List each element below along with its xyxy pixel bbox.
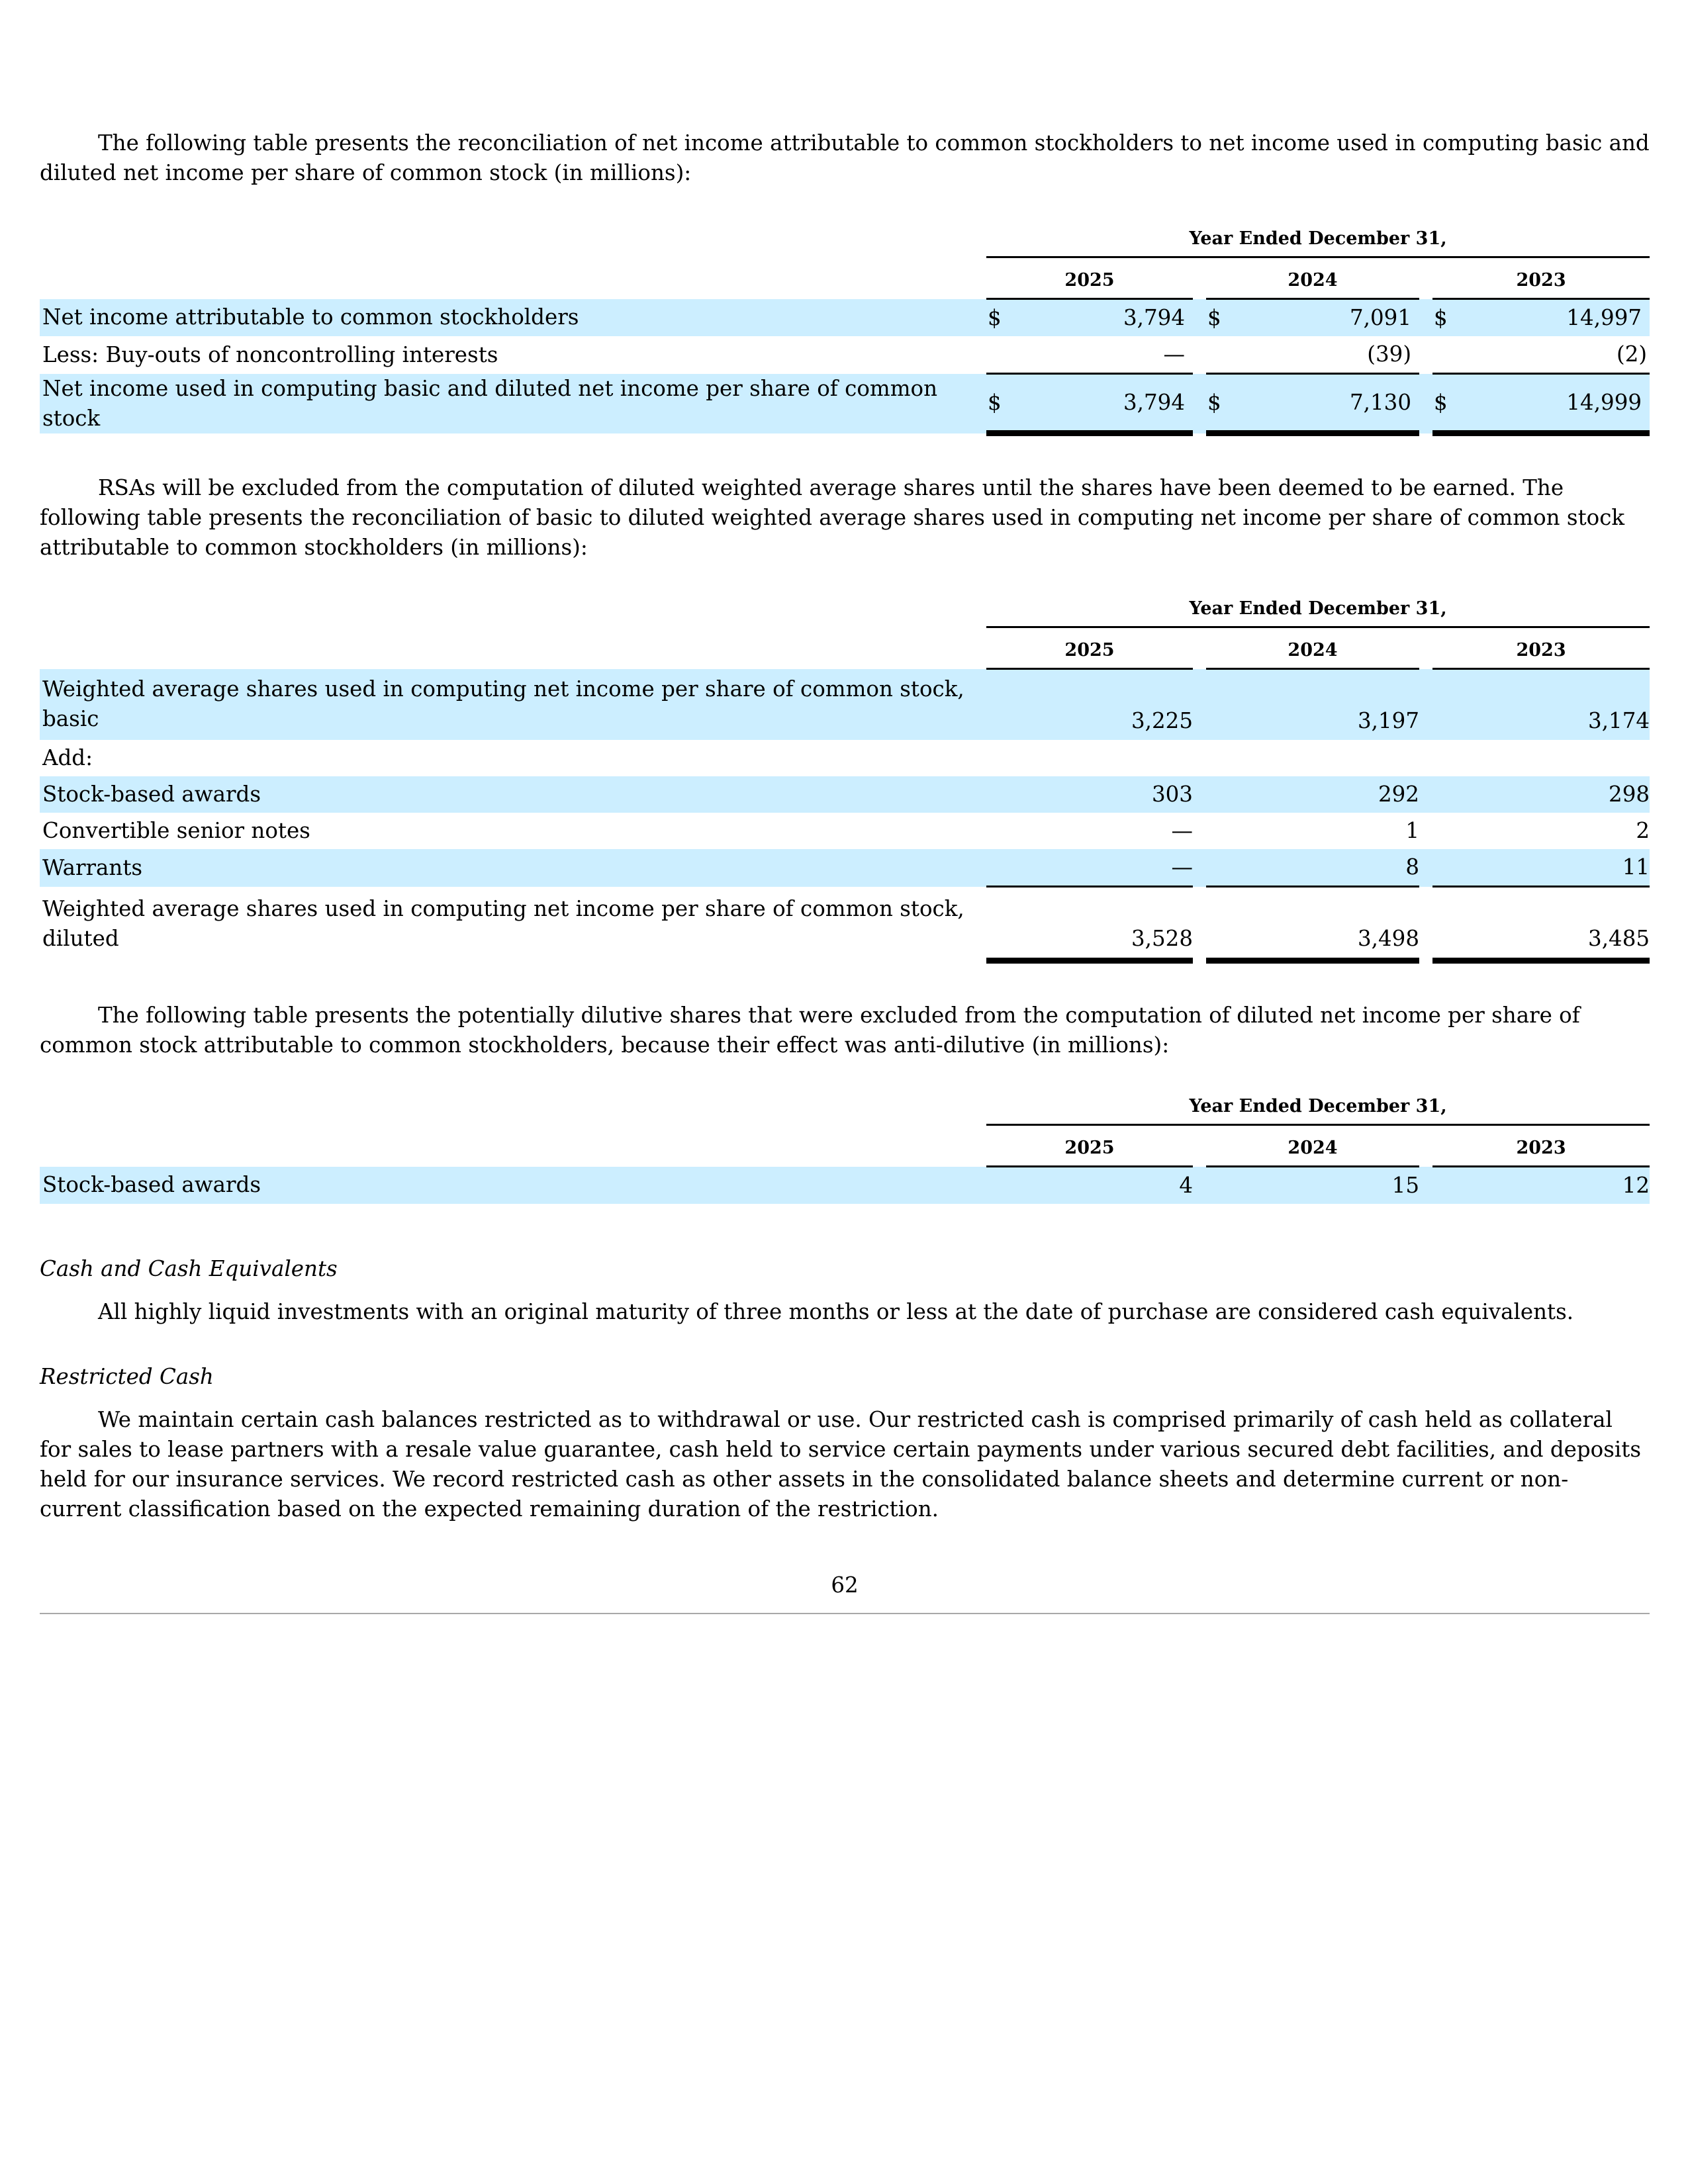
cell-value: 3,794 — [1005, 299, 1193, 337]
cell-value: 4 — [1005, 1167, 1193, 1205]
cell-value: 2 — [1636, 818, 1650, 843]
currency-symbol: $ — [1206, 374, 1225, 433]
period-header: Year Ended December 31, — [986, 1084, 1650, 1125]
row-label: Stock-based awards — [40, 776, 986, 813]
cell-value: — — [1171, 818, 1193, 843]
anti-dilutive-shares-table — [40, 1084, 1650, 1204]
year-header: 2025 — [986, 1125, 1193, 1167]
row-label: Warrants — [40, 849, 986, 887]
cell-value: 15 — [1225, 1167, 1419, 1205]
cell-value — [1005, 740, 1193, 776]
row-label: Stock-based awards — [40, 1167, 986, 1205]
cell-value: 7,130 — [1225, 374, 1419, 433]
currency-symbol: $ — [1432, 299, 1451, 337]
section-heading-cash-equivalents: Cash and Cash Equivalents — [40, 1256, 338, 1281]
table-row — [40, 299, 1650, 337]
year-header: 2025 — [986, 627, 1193, 669]
cell-value: 298 — [1451, 776, 1650, 813]
cell-value: 3,528 — [1005, 887, 1193, 961]
section-text-restricted-cash: We maintain certain cash balances restricted as to withdrawal or use. Our restricted cash is comprised primarily of cash held as collateral for sales to lease partners with a resale value guarantee, cash held to service certain payments under various secured debt facilities, and deposits held for our insurance services. We record restricted cash as other assets in the consolidated balance sheets and determine current or non-current classification based on the expected remaining duration of the restriction. — [40, 1407, 1642, 1522]
footer-divider — [40, 1613, 1650, 1614]
cell-value: 11 — [1451, 849, 1650, 887]
cell-value: 3,225 — [1005, 669, 1193, 741]
row-label: Weighted average shares used in computing net income per share of common stock, basic — [40, 669, 986, 741]
currency-symbol — [1432, 336, 1451, 374]
table-year-row — [40, 257, 1650, 299]
table-header-row — [40, 1084, 1650, 1125]
table-year-row — [40, 1125, 1650, 1167]
table-year-row — [40, 627, 1650, 669]
row-label: Add: — [42, 745, 93, 770]
table-header-row — [40, 216, 1650, 257]
year-header: 2024 — [1206, 257, 1419, 299]
cell-value: 3,485 — [1451, 887, 1650, 961]
table-row — [40, 813, 1650, 849]
cell-value: 3,498 — [1225, 887, 1419, 961]
year-header: 2023 — [1432, 1125, 1650, 1167]
currency-symbol — [1206, 336, 1225, 374]
period-header: Year Ended December 31, — [986, 216, 1650, 257]
cell-value: 12 — [1451, 1167, 1650, 1205]
row-label: Net income attributable to common stockholders — [40, 299, 986, 337]
table-row — [40, 776, 1650, 813]
table-row — [40, 336, 1650, 374]
cell-value: 7,091 — [1225, 299, 1419, 337]
net-income-reconciliation-table — [40, 216, 1650, 436]
year-header: 2024 — [1206, 1125, 1419, 1167]
row-label: Net income used in computing basic and diluted net income per share of common stock — [40, 374, 986, 433]
table-row — [40, 887, 1650, 961]
year-header: 2023 — [1432, 257, 1650, 299]
table-row — [40, 740, 1650, 776]
currency-symbol — [986, 336, 1005, 374]
cell-value: 3,794 — [1005, 374, 1193, 433]
intro-paragraph-net-income: The following table presents the reconciliation of net income attributable to common stockholders to net income used in computing basic and diluted net income per share of common stock (in millions): — [40, 130, 1650, 185]
intro-paragraph-weighted-shares: RSAs will be excluded from the computation of diluted weighted average shares until the shares have been deemed to be earned. The following table presents the reconciliation of basic to diluted weighted average shares used in computing net income per share of common stock attributable to common stockholders (in millions): — [40, 475, 1625, 560]
cell-value: 3,197 — [1225, 669, 1419, 741]
cell-value: 1 — [1405, 818, 1419, 843]
currency-symbol: $ — [1206, 299, 1225, 337]
section-heading-restricted-cash: Restricted Cash — [40, 1364, 214, 1389]
cell-value: (39) — [1225, 336, 1419, 374]
cell-value: — — [1005, 336, 1193, 374]
cell-value: 14,997 — [1451, 299, 1650, 337]
row-label: Weighted average shares used in computing net income per share of common stock, diluted — [42, 895, 964, 951]
currency-symbol: $ — [986, 299, 1005, 337]
cell-value — [1451, 740, 1650, 776]
table-row — [40, 849, 1650, 887]
section-text-cash-equivalents: All highly liquid investments with an original maturity of three months or less at the date of purchase are considered cash equivalents. — [98, 1299, 1574, 1324]
year-header: 2024 — [1206, 627, 1419, 669]
table-row — [40, 669, 1650, 741]
row-label: Less: Buy-outs of noncontrolling interests — [42, 341, 498, 367]
period-header: Year Ended December 31, — [986, 586, 1650, 627]
cell-value — [1225, 740, 1419, 776]
cell-value: 303 — [1005, 776, 1193, 813]
cell-value: 3,174 — [1451, 669, 1650, 741]
cell-value: 292 — [1225, 776, 1419, 813]
currency-symbol: $ — [1432, 374, 1451, 433]
year-header: 2025 — [986, 257, 1193, 299]
intro-paragraph-anti-dilutive: The following table presents the potentially dilutive shares that were excluded from the computation of diluted net income per share of common stock attributable to common stockholders, because their effect was anti-dilutive (in millions): — [40, 1003, 1580, 1058]
cell-value: 14,999 — [1451, 374, 1650, 433]
cell-value: — — [1005, 849, 1193, 887]
currency-symbol: $ — [986, 374, 1005, 433]
page-number: 62 — [831, 1572, 859, 1598]
table-row — [40, 374, 1650, 433]
cell-value: 8 — [1225, 849, 1419, 887]
cell-value: (2) — [1451, 336, 1650, 374]
table-row — [40, 1167, 1650, 1205]
year-header: 2023 — [1432, 627, 1650, 669]
row-label: Convertible senior notes — [42, 818, 310, 843]
table-header-row — [40, 586, 1650, 627]
weighted-average-shares-table — [40, 586, 1650, 964]
document-page — [40, 128, 1650, 1614]
